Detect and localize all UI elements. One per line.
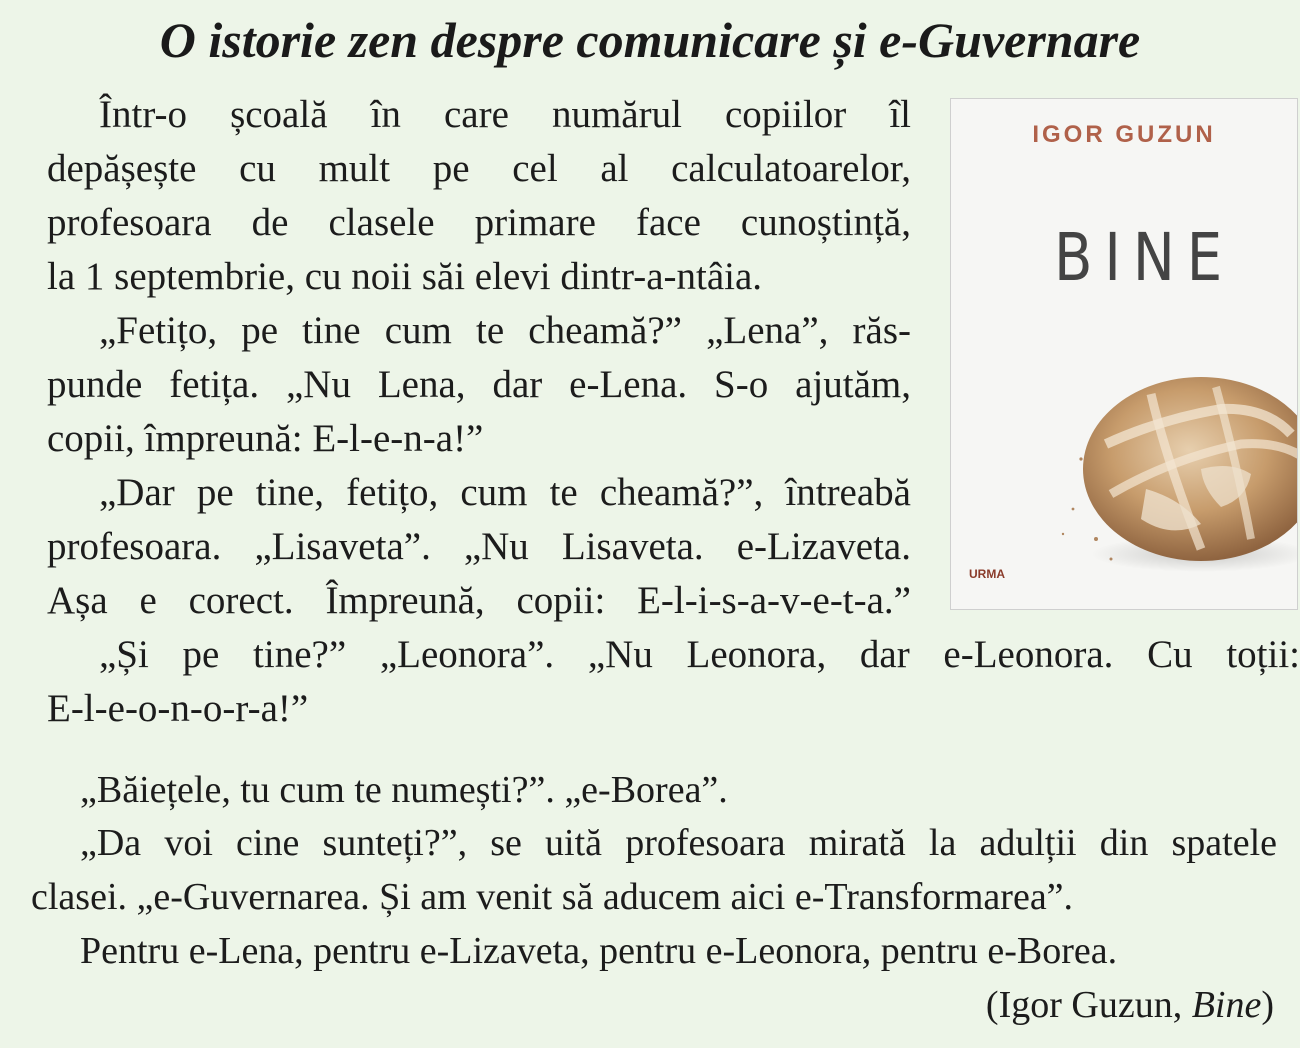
text-line: „Și pe tine?” „Leonora”. „Nu Leonora, dar e-Leonora. Cu toții:: [99, 633, 1300, 676]
page-title: O istorie zen despre comunicare și e-Guvernare: [159, 12, 1141, 68]
citation-work-title: Bine: [1191, 984, 1262, 1026]
text-line: copii, împreună: E-l-e-n-a!”: [47, 417, 484, 460]
paragraph-3: [47, 466, 911, 628]
text-line: Pentru e-Lena, pentru e-Lizaveta, pentru e-Leonora, pentru e-Borea.: [80, 930, 1118, 972]
citation-open: (Igor Guzun,: [985, 984, 1192, 1026]
text-line: „Băiețele, tu cum te numești?”. „e-Borea”.: [80, 769, 728, 811]
text-line: Așa e corect. Împreună, copii: E-l-i-s-a-v-e-t-a.”: [47, 579, 911, 622]
text-line: „Dar pe tine, fetițo, cum te cheamă?”, întreabă: [99, 471, 911, 514]
bread-loaf-illustration: [1051, 349, 1298, 579]
book-cover: [950, 98, 1298, 610]
text-line: depășește cu mult pe cel al calculatoarelor,: [47, 147, 911, 190]
text-line: profesoara de clasele primare face cunoștință,: [47, 201, 911, 244]
text-line: clasei. „e-Guvernarea. Și am venit să aducem aici e-Transformarea”.: [31, 876, 1074, 918]
paragraph-5: [80, 763, 1260, 817]
paragraph-6: [31, 816, 1277, 924]
text-line: Într-o școală în care numărul copiilor îl: [99, 93, 911, 136]
book-author: IGOR GUZUN: [1032, 121, 1216, 148]
book-title: BINE: [1054, 219, 1235, 296]
publisher-logo: URMA: [969, 567, 1005, 581]
text-line: „Fetițo, pe tine cum te cheamă?” „Lena”, răs-: [99, 309, 911, 352]
paragraph-2: [47, 304, 911, 466]
text-line: punde fetița. „Nu Lena, dar e-Lena. S-o ajutăm,: [47, 363, 911, 406]
citation-close: ): [1261, 984, 1274, 1026]
paragraph-4: [47, 628, 1300, 736]
paragraph-1: [47, 88, 911, 304]
text-line: „Da voi cine sunteți?”, se uită profesoara mirată la adulții din spatele: [80, 822, 1277, 864]
text-line: E-l-e-o-n-o-r-a!”: [47, 687, 309, 730]
paragraph-7: [80, 924, 1280, 978]
text-line: profesoara. „Lisaveta”. „Nu Lisaveta. e-Lizaveta.: [47, 525, 911, 568]
text-line: la 1 septembrie, cu noii săi elevi dintr-a-ntâia.: [47, 255, 763, 298]
citation: [986, 978, 1274, 1032]
